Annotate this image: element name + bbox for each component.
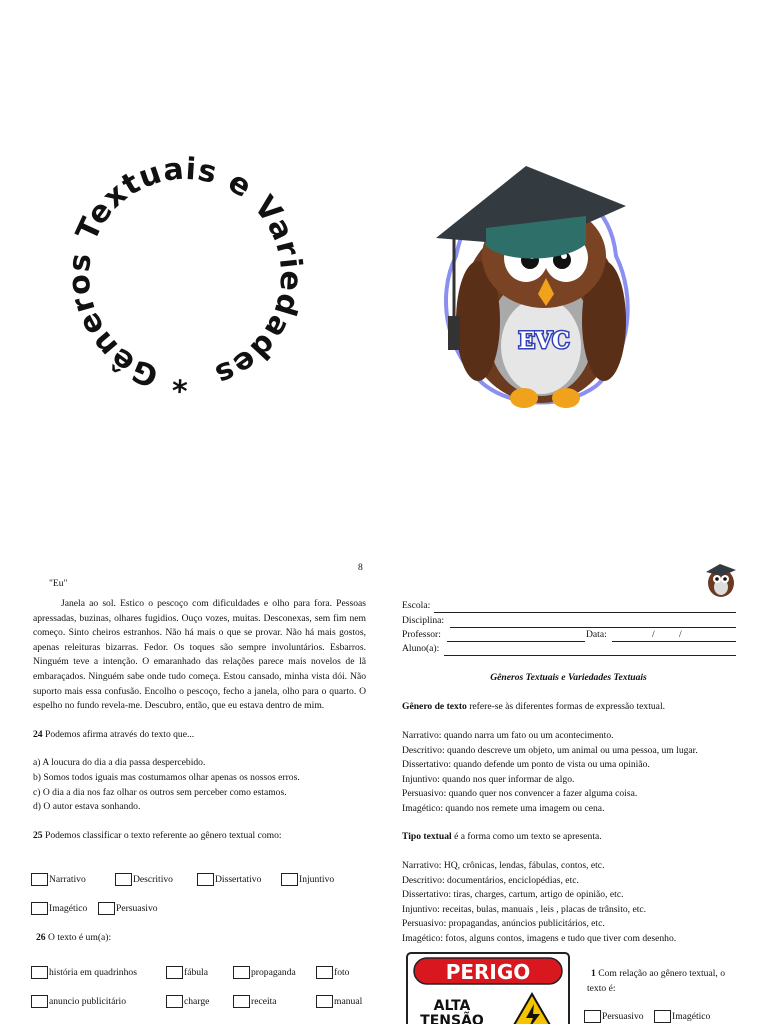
checkbox-q1-persuasivo[interactable]: Persuasivo [584, 1010, 654, 1023]
genero-item: Descritivo: quando descreve um objeto, um animal ou uma pessoa, um lugar. [402, 744, 698, 756]
tipo-item: Narrativo: HQ, crônicas, lendas, fábulas, contos, etc. [402, 860, 605, 871]
aluno-input[interactable] [444, 655, 736, 656]
checkbox-manual[interactable]: manual [316, 995, 362, 1008]
q25-row-2 [31, 902, 158, 915]
tipos-list [402, 859, 737, 947]
danger-sign-title: PERIGO [445, 960, 531, 984]
poem-body: Janela ao sol. Estico o pescoço com dificuldades e olho para fora. Pessoas apressadas, buzinas, olhares fugidios. Ouço vozes, muitas. Desconexas, sem fim nem começo. Sinto cheiros estranhos. Não há mais o que se provar. Não há mais gostos, apenas releituras bizarras. Fedor. Os toques são sempre involuntários. Esbarros. Ninguém teve a intenção. O emaranhado das relações parece mais novelos de lã embaraçados. Ninguém sabe onde tudo começa. Estou cansado, minha vista dói. Não suporto mais essa confusão. Encolho o pescoço, fecho a janela, olho para o quarto. O espelho no fundo revela-me. Descubro, então, que eu estava dentro de mim. [33, 598, 366, 712]
q25-row-1 [31, 873, 334, 886]
question-25-number: 25 [33, 829, 43, 841]
tipo-item: Injuntivo: receitas, bulas, manuais , leis , placas de trânsito, etc. [402, 903, 647, 915]
page-number: 8 [358, 562, 363, 573]
genero-item: Persuasivo: quando quer nos convencer a fazer alguma coisa. [402, 788, 638, 800]
owl-logo [426, 146, 646, 421]
question-25-text: Podemos classificar o texto referente ao gênero textual como: [42, 829, 282, 841]
genero-item: Dissertativo: quando defende um ponto de vista ou uma opinião. [402, 759, 650, 771]
option-b[interactable]: b) Somos todos iguais mas costumamos olhar apenas os nossos erros. [33, 771, 300, 783]
cover-title-circle [40, 130, 330, 420]
danger-sign-line1: ALTA [433, 998, 471, 1014]
checkbox-narrativo[interactable]: Narrativo [31, 873, 115, 886]
question-26-number: 26 [36, 932, 46, 943]
owl-logo-label: EVC [518, 328, 570, 354]
professor-input[interactable] [447, 641, 585, 642]
checkbox-injuntivo[interactable]: Injuntivo [281, 873, 334, 886]
question-24-text: Podemos afirma através do texto que... [42, 728, 195, 740]
question-1-text: Com relação ao gênero textual, o texto é: [587, 968, 725, 994]
cover-title-text: * Gêneros Textuais e Variedades [61, 151, 309, 399]
checkbox-foto[interactable]: foto [316, 966, 349, 979]
q1-row [584, 1010, 710, 1023]
genero-text: refere-se às diferentes formas de expressão textual. [466, 701, 666, 712]
genero-item: Narrativo: quando narra um fato ou um acontecimento. [402, 730, 614, 741]
data-input[interactable] [612, 641, 736, 642]
genero-item: Imagético: quando nos remete uma imagem ou cena. [402, 802, 605, 814]
generos-list [402, 729, 737, 817]
option-c[interactable]: c) O dia a dia nos faz olhar os outros sem perceber como estamos. [33, 786, 287, 798]
option-d[interactable]: d) O autor estava sonhando. [33, 801, 141, 813]
disciplina-label: Disciplina: [402, 615, 445, 626]
checkbox-q1-imagetico[interactable]: Imagético [654, 1010, 710, 1023]
date-slash-2: / [679, 629, 682, 640]
checkbox-receita[interactable]: receita [233, 995, 316, 1008]
tipo-definition [402, 830, 737, 845]
left-page [33, 578, 366, 843]
q26-row-2 [31, 995, 362, 1008]
checkbox-charge[interactable]: charge [166, 995, 233, 1008]
checkbox-fabula[interactable]: fábula [166, 966, 233, 979]
tipo-item: Dissertativo: tiras, charges, cartum, artigo de opinião, etc. [402, 889, 624, 901]
question-24-options [33, 756, 366, 814]
tipo-bold: Tipo textual [402, 831, 452, 842]
question-24 [33, 728, 366, 743]
escola-input[interactable] [434, 612, 736, 613]
option-a[interactable]: a) A loucura do dia a dia passa despercebido. [33, 757, 206, 769]
danger-sign-line2: TENSÃO [420, 1013, 484, 1024]
tipo-item: Descritivo: documentários, enciclopédias, etc. [402, 874, 579, 886]
page-title: Gêneros Textuais e Variedades Textuais [490, 672, 647, 683]
professor-label: Professor: [402, 629, 441, 640]
question-26-text: O texto é um(a): [45, 932, 112, 943]
tipo-text: é a forma como um texto se apresenta. [451, 831, 602, 842]
question-24-number: 24 [33, 728, 43, 740]
question-1 [587, 967, 737, 996]
escola-label: Escola: [402, 600, 431, 611]
checkbox-anuncio-publicitario[interactable]: anuncio publicitário [31, 995, 166, 1008]
genero-bold: Gênero de texto [402, 701, 467, 712]
checkbox-historia-quadrinhos[interactable]: história em quadrinhos [31, 966, 166, 979]
data-label: Data: [586, 629, 607, 640]
checkbox-descritivo[interactable]: Descritivo [115, 873, 197, 886]
genero-definition [402, 700, 737, 715]
tipo-item: Imagético: fotos, alguns contos, imagens e tudo que tiver com desenho. [402, 932, 677, 944]
q26-row-1 [31, 966, 349, 979]
question-25 [33, 829, 366, 844]
aluno-label: Aluno(a): [402, 643, 440, 654]
checkbox-dissertativo[interactable]: Dissertativo [197, 873, 281, 886]
checkbox-propaganda[interactable]: propaganda [233, 966, 316, 979]
date-slash-1: / [652, 629, 655, 640]
disciplina-input[interactable] [450, 627, 736, 628]
checkbox-imagetico[interactable]: Imagético [31, 902, 98, 915]
danger-sign-image [406, 952, 570, 1024]
question-1-number: 1 [591, 968, 596, 979]
poem-title: "Eu" [49, 578, 68, 589]
tipo-item: Persuasivo: propagandas, anúncios publicitários, etc. [402, 918, 605, 930]
mini-owl-icon [704, 562, 738, 598]
genero-item: Injuntivo: quando nos quer informar de algo. [402, 773, 575, 785]
question-26 [36, 931, 111, 946]
checkbox-persuasivo[interactable]: Persuasivo [98, 902, 158, 915]
